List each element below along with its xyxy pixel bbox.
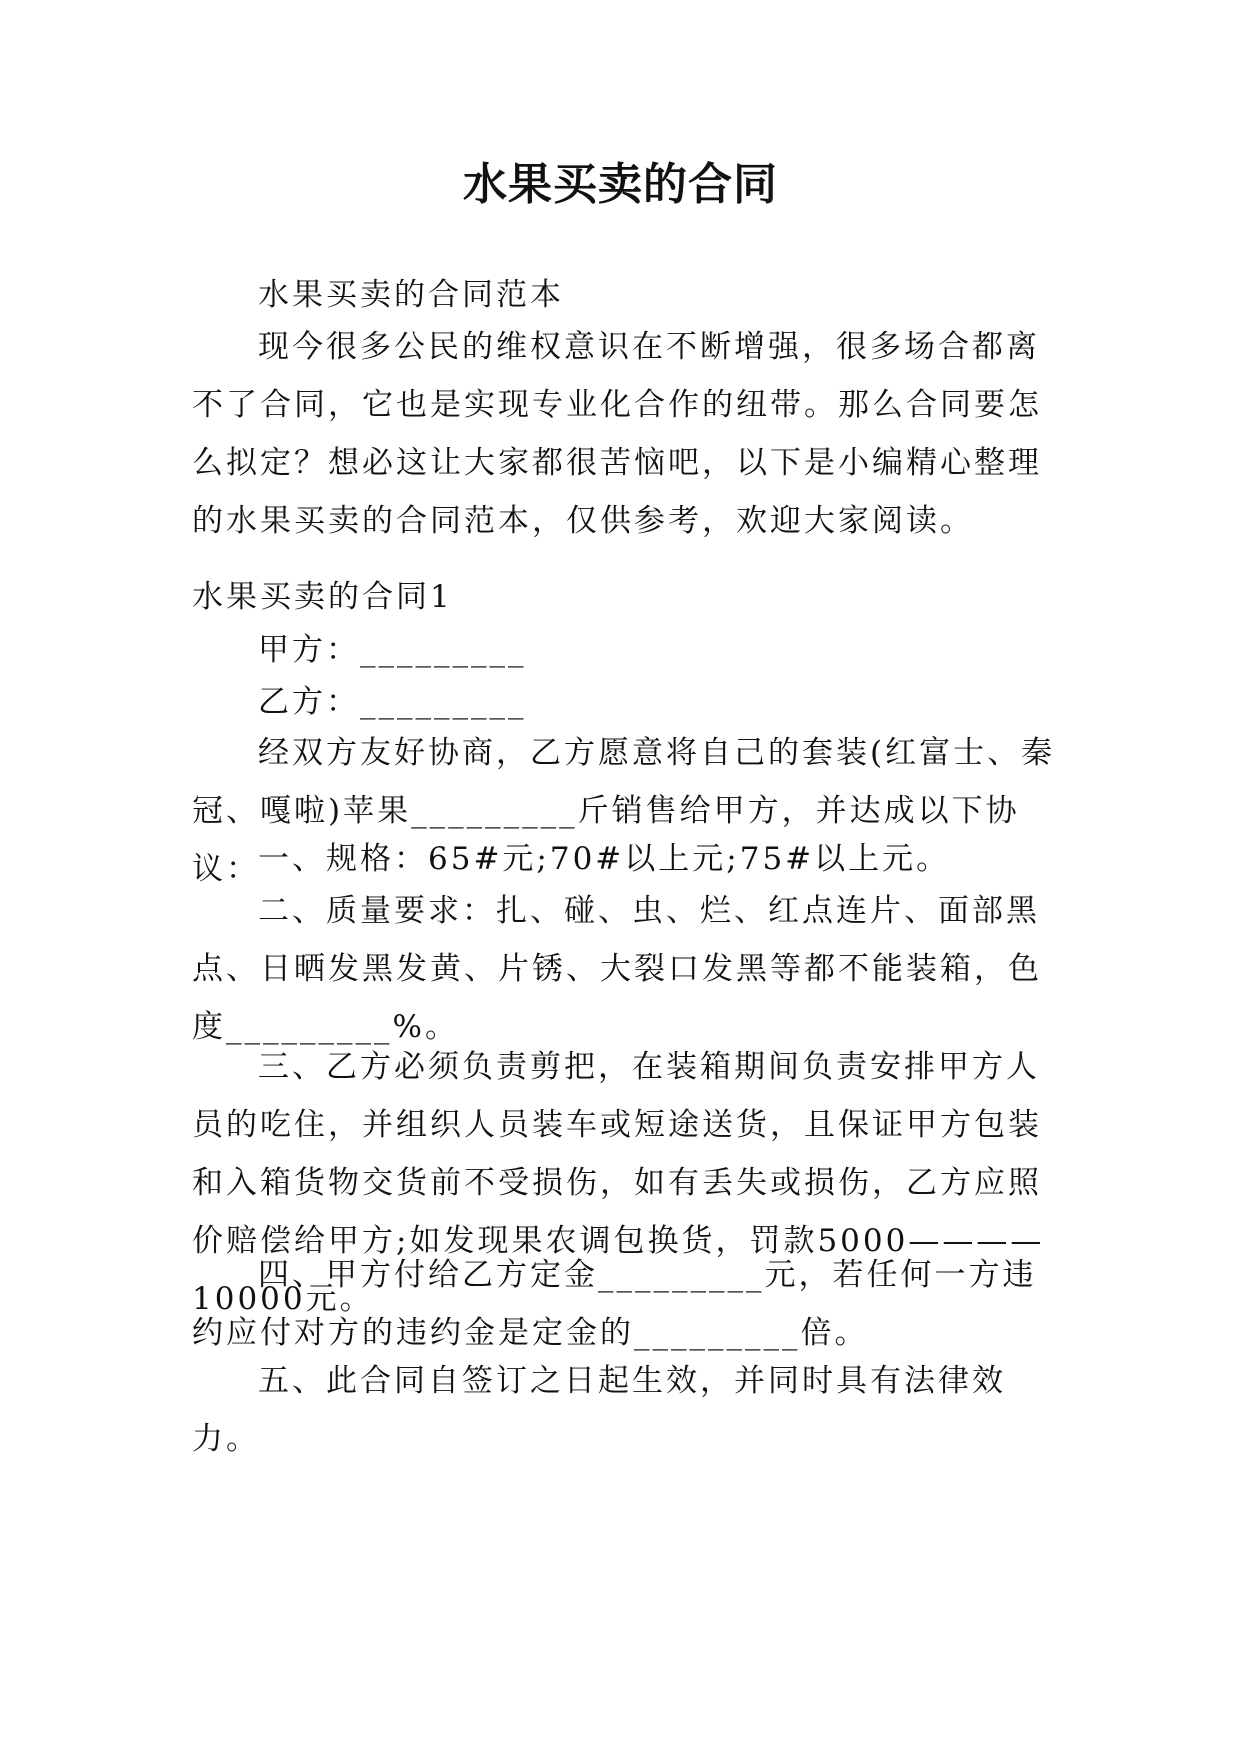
document-subtitle: 水果买卖的合同范本 (258, 277, 564, 313)
clause-quality: 二、质量要求：扎、碰、虫、烂、红点连片、面部黑点、日晒发黑发黄、片锈、大裂口发黑等都不能装箱，色度_________%。 (192, 893, 1042, 1045)
document-title: 水果买卖的合同 (463, 159, 778, 210)
section-heading: 水果买卖的合同1 (192, 579, 453, 615)
intro-paragraph: 现今很多公民的维权意识在不断增强，很多场合都离不了合同，它也是实现专业化合作的纽带。那么合同要怎么拟定？想必这让大家都很苦恼吧，以下是小编精心整理的水果买卖的合同范本，仅供参考，欢迎大家阅读。 (192, 329, 1042, 539)
party-b-line: 乙方：_________ (258, 684, 527, 720)
clause-specification: 一、规格：65#元;70#以上元;75#以上元。 (258, 841, 951, 877)
party-a-line: 甲方：_________ (258, 632, 527, 668)
clause-deposit: 四、甲方付给乙方定金_________元，若任何一方违约应付对方的违约金是定金的_________倍。 (192, 1257, 1037, 1351)
clause-responsibility: 三、乙方必须负责剪把，在装箱期间负责安排甲方人员的吃住，并组织人员装车或短途送货，且保证甲方包装和入箱货物交货前不受损伤，如有丢失或损伤，乙方应照价赔偿给甲方;如发现果农调包换货，罚款5000————10000元。 (192, 1049, 1045, 1317)
clause-effective: 五、此合同自签订之日起生效，并同时具有法律效力。 (192, 1363, 1006, 1457)
preamble-paragraph: 经双方友好协商，乙方愿意将自己的套装(红富士、秦冠、嘎啦)苹果_________斤销售给甲方，并达成以下协议： (192, 735, 1056, 887)
